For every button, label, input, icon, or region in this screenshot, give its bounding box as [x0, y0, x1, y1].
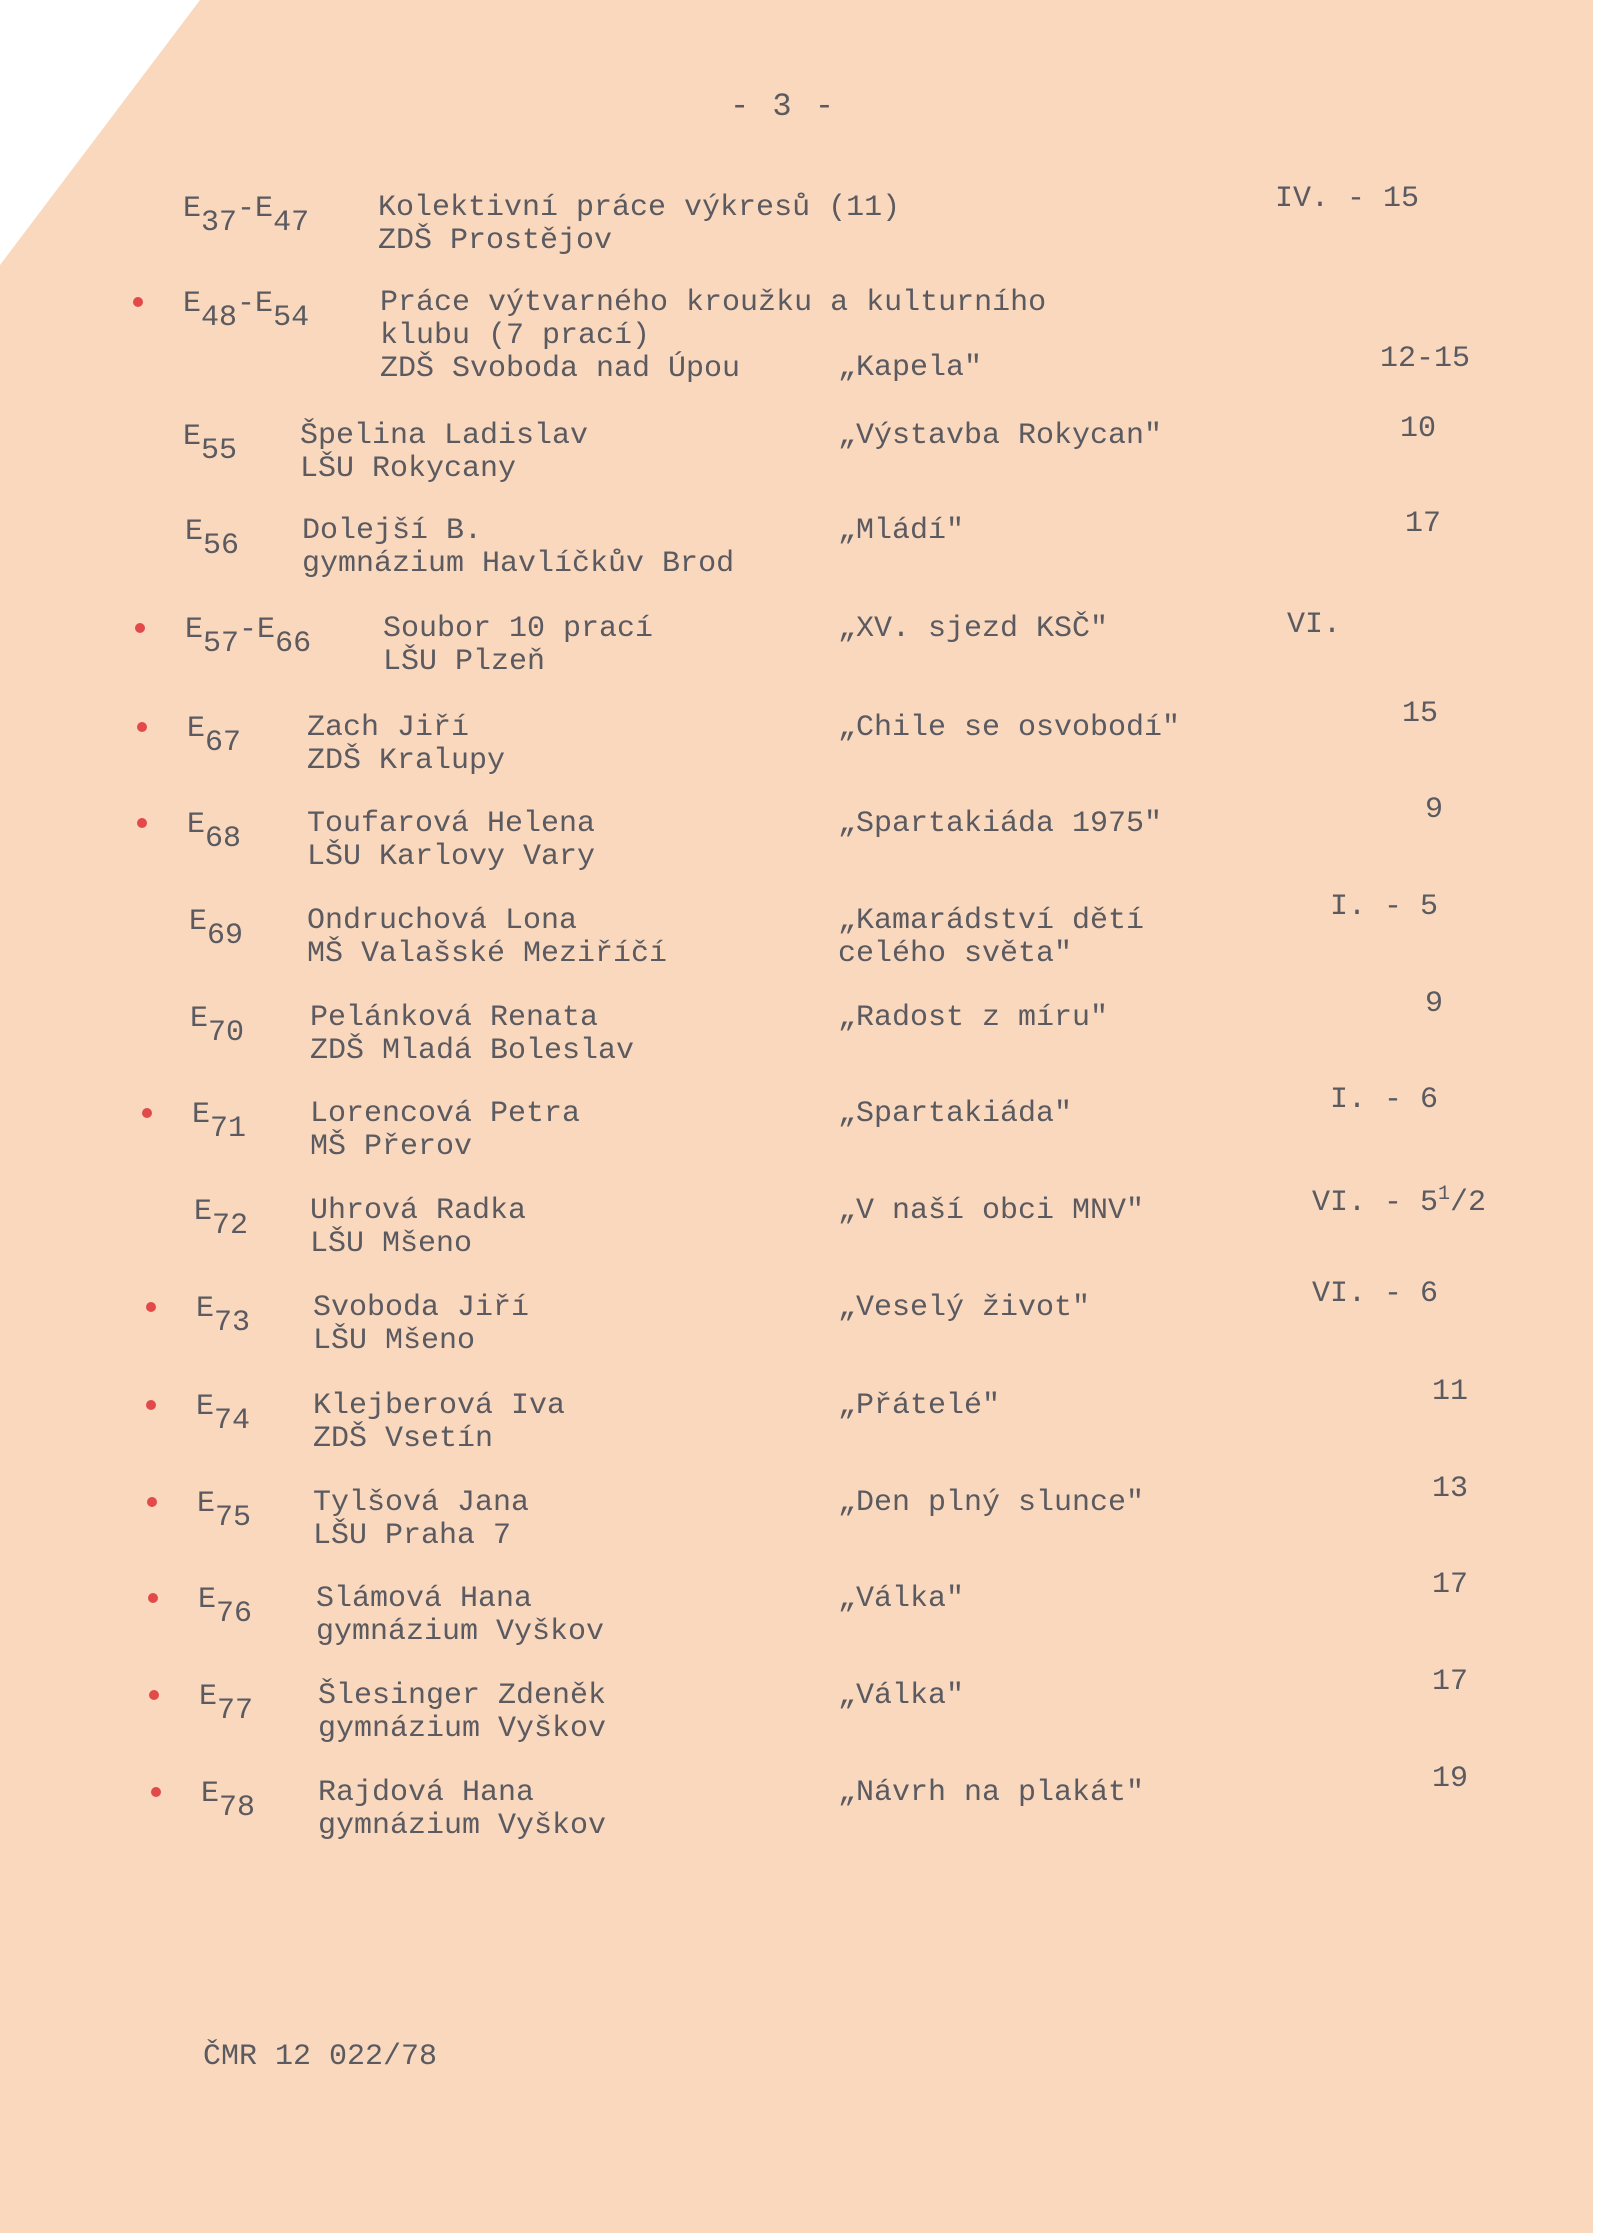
grade-age	[1312, 1183, 1486, 1220]
grade-age	[1432, 1665, 1468, 1699]
code-letter: E	[187, 808, 206, 842]
catalog-entry	[0, 1277, 1593, 1372]
school-name: MŠ Valašské Meziříčí	[307, 937, 668, 971]
code-letter: E	[196, 1292, 215, 1326]
code-letter: E	[190, 1002, 209, 1036]
author-name: Lorencová Petra	[310, 1097, 581, 1131]
author-name: Rajdová Hana	[318, 1776, 535, 1810]
author-name: Slámová Hana	[316, 1582, 533, 1616]
author-school	[302, 515, 734, 581]
work-title-line: celého světa"	[838, 937, 1073, 971]
catalog-entry	[0, 1083, 1593, 1178]
work-title	[838, 905, 1144, 971]
author-school	[310, 1002, 634, 1068]
code-letter: E	[183, 287, 202, 321]
catalog-entry	[0, 507, 1593, 595]
grade-text: 19	[1432, 1762, 1469, 1796]
grade-text: 17	[1405, 507, 1442, 541]
work-title	[838, 1292, 1090, 1325]
work-title	[838, 1195, 1144, 1228]
school-name: ZDŠ Svoboda nad Úpou	[380, 352, 741, 386]
catalog-entry	[0, 1183, 1593, 1275]
entry-code	[201, 1777, 256, 1825]
work-title-line: „Veselý život"	[838, 1291, 1091, 1325]
catalog-entry	[0, 286, 1593, 386]
grade-age	[1287, 608, 1341, 642]
code-letter: E	[255, 287, 274, 321]
code-letter: E	[198, 1583, 217, 1617]
code-number: 74	[214, 1404, 251, 1438]
catalog-entry	[0, 412, 1593, 500]
grade-age	[1432, 1762, 1468, 1796]
school-name: LŠU Plzeň	[383, 645, 546, 679]
code-letter: E	[187, 712, 206, 746]
grade-age	[1330, 1083, 1438, 1117]
code-letter: E	[192, 1098, 211, 1132]
red-marker-dot	[146, 1302, 156, 1312]
entry-code	[194, 1195, 249, 1243]
author-name: Špelina Ladislav	[300, 419, 589, 453]
author-name: Práce výtvarného kroužku a kulturního	[380, 286, 1047, 320]
entry-code	[187, 808, 242, 856]
school-name: ZDŠ Vsetín	[313, 1422, 494, 1456]
red-marker-dot	[146, 1400, 156, 1410]
code-number: 57	[203, 627, 240, 661]
school-name: MŠ Přerov	[310, 1130, 473, 1164]
code-number: 54	[273, 301, 310, 335]
school-name: gymnázium Havlíčkův Brod	[302, 547, 735, 581]
work-title-line: „Výstavba Rokycan"	[838, 419, 1163, 453]
school-name: ZDŠ Prostějov	[378, 224, 613, 258]
catalog-entry	[0, 890, 1593, 985]
code-letter: E	[183, 192, 202, 226]
work-title	[838, 1098, 1072, 1131]
author-school	[313, 1390, 565, 1456]
author-name: Toufarová Helena	[307, 807, 596, 841]
code-number: 56	[203, 529, 240, 563]
author-school	[378, 192, 900, 258]
work-title-line: „Den plný slunce"	[838, 1486, 1145, 1520]
code-letter: E	[255, 192, 274, 226]
grade-age	[1330, 890, 1438, 924]
grade-text: 10	[1400, 412, 1437, 446]
red-marker-dot	[148, 1593, 158, 1603]
author-name: Kolektivní práce výkresů (11)	[378, 191, 901, 225]
entry-code	[187, 712, 242, 760]
code-number: 70	[208, 1016, 245, 1050]
work-title	[838, 613, 1108, 646]
author-name: Ondruchová Lona	[307, 904, 578, 938]
catalog-entry	[0, 1375, 1593, 1470]
school-name: gymnázium Vyškov	[318, 1809, 607, 1843]
footer-reference: ČMR 12 022/78	[203, 2040, 438, 2074]
author-name: Zach Jiří	[307, 711, 470, 745]
red-marker-dot	[135, 623, 145, 633]
entry-code	[189, 905, 244, 953]
school-name: klubu (7 prací)	[380, 319, 651, 353]
code-number: 78	[219, 1791, 256, 1825]
grade-text: VI.	[1287, 608, 1342, 642]
author-name: Tylšová Jana	[313, 1486, 530, 1520]
code-range-dash: -	[237, 287, 256, 321]
code-letter: E	[257, 613, 276, 647]
grade-text: I. - 6	[1330, 1083, 1439, 1117]
work-title	[838, 352, 982, 385]
code-number: 68	[205, 822, 242, 856]
grade-text: 17	[1432, 1665, 1469, 1699]
code-range-dash: -	[237, 192, 256, 226]
work-title-line: „Mládí"	[838, 514, 965, 548]
code-number: 47	[273, 206, 310, 240]
red-marker-dot	[147, 1497, 157, 1507]
author-school	[307, 712, 505, 778]
school-name: LŠU Praha 7	[313, 1519, 512, 1553]
code-number: 69	[207, 919, 244, 953]
work-title	[838, 808, 1162, 841]
code-number: 66	[275, 627, 312, 661]
author-school	[313, 1487, 529, 1553]
work-title-line: „Spartakiáda"	[838, 1097, 1073, 1131]
grade-text: 9	[1425, 793, 1444, 827]
entry-code	[198, 1583, 253, 1631]
code-range-dash: -	[239, 613, 258, 647]
entry-code	[197, 1487, 252, 1535]
red-marker-dot	[133, 297, 143, 307]
work-title	[838, 1487, 1144, 1520]
work-title	[838, 1002, 1108, 1035]
code-letter: E	[183, 420, 202, 454]
work-title	[838, 1777, 1144, 1810]
author-name: Soubor 10 prací	[383, 612, 654, 646]
school-name: LŠU Mšeno	[313, 1324, 476, 1358]
work-title	[838, 1583, 964, 1616]
school-name: ZDŠ Kralupy	[307, 744, 506, 778]
author-school	[318, 1680, 606, 1746]
code-number: 55	[201, 434, 238, 468]
code-number: 76	[216, 1597, 253, 1631]
grade-age	[1425, 987, 1443, 1021]
author-name: Svoboda Jiří	[313, 1291, 530, 1325]
red-marker-dot	[142, 1108, 152, 1118]
catalog-entry	[0, 182, 1593, 272]
school-name: LŠU Karlovy Vary	[307, 840, 596, 874]
work-title	[838, 420, 1162, 453]
catalog-entry	[0, 608, 1593, 693]
grade-text: 12-15	[1380, 342, 1471, 376]
catalog-entry	[0, 987, 1593, 1082]
entry-code	[183, 192, 310, 240]
grade-text: VI. - 6	[1312, 1277, 1439, 1311]
entry-code	[183, 287, 310, 335]
catalog-entry	[0, 1665, 1593, 1760]
grade-text: 15	[1402, 697, 1439, 731]
entry-code	[199, 1680, 254, 1728]
work-title-line: „Válka"	[838, 1582, 965, 1616]
author-school	[313, 1292, 529, 1358]
catalog-entry	[0, 1568, 1593, 1663]
grade-age	[1432, 1568, 1468, 1602]
author-school	[383, 613, 653, 679]
code-letter: E	[185, 515, 204, 549]
grade-text: IV. - 15	[1275, 182, 1420, 216]
work-title-line: „Návrh na plakát"	[838, 1776, 1145, 1810]
catalog-entry	[0, 1472, 1593, 1567]
entry-code	[185, 613, 312, 661]
author-name: Dolejší B.	[302, 514, 483, 548]
code-number: 73	[214, 1306, 251, 1340]
work-title-line: „XV. sjezd KSČ"	[838, 612, 1109, 646]
red-marker-dot	[137, 818, 147, 828]
grade-age	[1432, 1472, 1468, 1506]
author-school	[316, 1583, 604, 1649]
grade-age	[1402, 697, 1438, 731]
grade-age	[1275, 182, 1419, 216]
author-name: Klejberová Iva	[313, 1389, 566, 1423]
author-school	[307, 808, 595, 874]
author-school	[310, 1195, 526, 1261]
work-title-line: „V naší obci MNV"	[838, 1194, 1145, 1228]
code-letter: E	[189, 905, 208, 939]
entry-code	[190, 1002, 245, 1050]
school-name: gymnázium Vyškov	[316, 1615, 605, 1649]
grade-age	[1432, 1375, 1468, 1409]
work-title-line: „Radost z míru"	[838, 1001, 1109, 1035]
work-title	[838, 1680, 964, 1713]
grade-text: 13	[1432, 1472, 1469, 1506]
school-name: LŠU Rokycany	[300, 452, 517, 486]
grade-text: VI. - 5	[1312, 1186, 1439, 1220]
work-title	[838, 1390, 1000, 1423]
author-name: Uhrová Radka	[310, 1194, 527, 1228]
code-letter: E	[194, 1195, 213, 1229]
work-title-line: „Válka"	[838, 1679, 965, 1713]
catalog-entry	[0, 697, 1593, 792]
entry-code	[196, 1390, 251, 1438]
red-marker-dot	[149, 1690, 159, 1700]
work-title-line: „Přátelé"	[838, 1389, 1001, 1423]
work-title-line: „Kamarádství dětí	[838, 904, 1145, 938]
entry-code	[185, 515, 240, 563]
entry-code	[192, 1098, 247, 1146]
work-title-line: „Spartakiáda 1975"	[838, 807, 1163, 841]
code-letter: E	[196, 1390, 215, 1424]
code-letter: E	[185, 613, 204, 647]
grade-age	[1425, 793, 1443, 827]
grade-fraction	[1438, 1183, 1487, 1220]
author-school	[318, 1777, 606, 1843]
work-title-line: „Kapela"	[838, 351, 983, 385]
grade-age	[1312, 1277, 1438, 1311]
author-name: Šlesinger Zdeněk	[318, 1679, 607, 1713]
code-number: 72	[212, 1209, 249, 1243]
grade-age	[1405, 507, 1441, 541]
red-marker-dot	[151, 1787, 161, 1797]
author-school	[300, 420, 588, 486]
code-number: 48	[201, 301, 238, 335]
author-school	[310, 1098, 580, 1164]
entry-code	[183, 420, 238, 468]
page-number: - 3 -	[730, 88, 837, 125]
grade-text: 9	[1425, 987, 1444, 1021]
author-name: Pelánková Renata	[310, 1001, 599, 1035]
fraction-denominator: /2	[1450, 1186, 1487, 1220]
work-title	[838, 515, 964, 548]
code-number: 71	[210, 1112, 247, 1146]
grade-text: I. - 5	[1330, 890, 1439, 924]
grade-text: 17	[1432, 1568, 1469, 1602]
grade-age	[1380, 342, 1470, 376]
catalog-entry	[0, 793, 1593, 888]
work-title	[838, 712, 1180, 745]
code-number: 37	[201, 206, 238, 240]
code-number: 67	[205, 726, 242, 760]
fraction-numerator: 1	[1438, 1183, 1451, 1206]
entry-code	[196, 1292, 251, 1340]
grade-text: 11	[1432, 1375, 1469, 1409]
red-marker-dot	[137, 722, 147, 732]
grade-age	[1400, 412, 1436, 446]
code-number: 75	[215, 1501, 252, 1535]
code-letter: E	[199, 1680, 218, 1714]
work-title-line: „Chile se osvobodí"	[838, 711, 1181, 745]
code-letter: E	[197, 1487, 216, 1521]
catalog-entry	[0, 1762, 1593, 1857]
school-name: gymnázium Vyškov	[318, 1712, 607, 1746]
school-name: LŠU Mšeno	[310, 1227, 473, 1261]
code-number: 77	[217, 1694, 254, 1728]
author-school	[307, 905, 667, 971]
code-letter: E	[201, 1777, 220, 1811]
school-name: ZDŠ Mladá Boleslav	[310, 1034, 635, 1068]
